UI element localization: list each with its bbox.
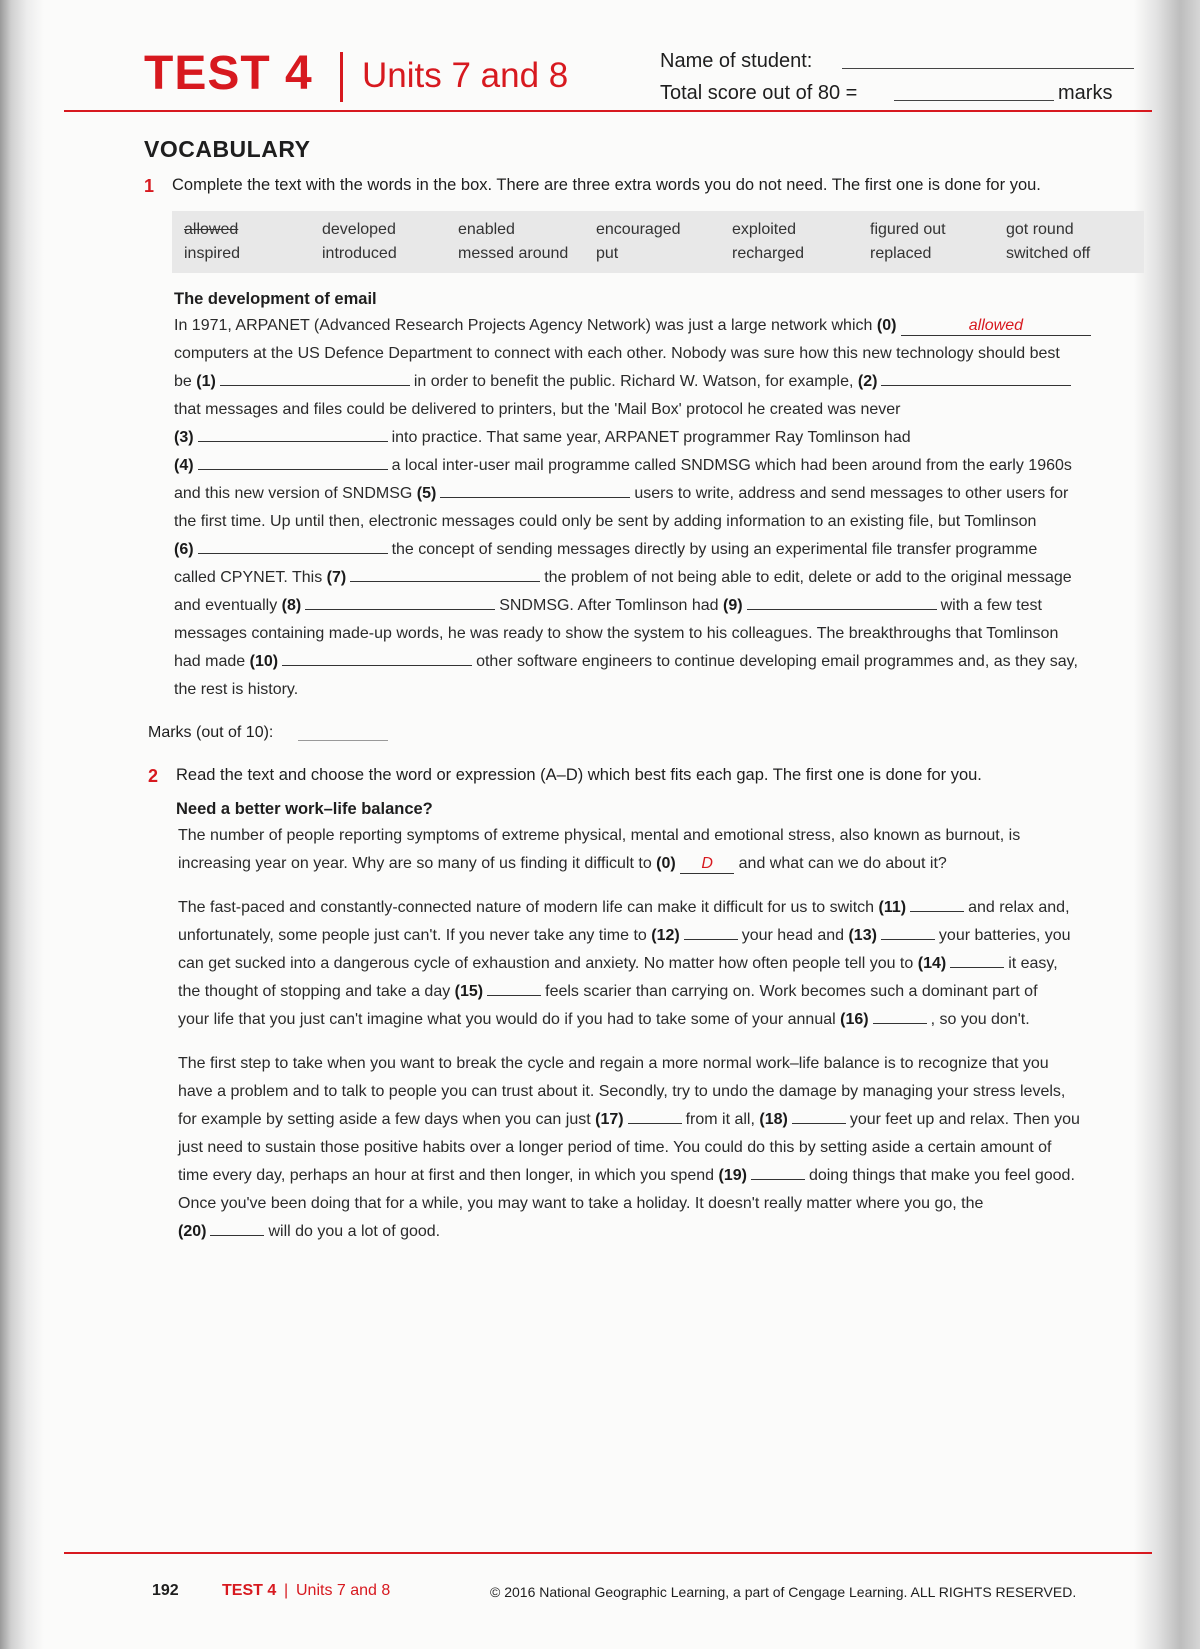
answer-0: allowed (901, 317, 1091, 336)
marks-field[interactable] (298, 740, 388, 741)
gap-number: (0) (876, 317, 897, 334)
footer-test: TEST 4 (222, 1582, 277, 1599)
page-shadow-left (0, 0, 44, 1649)
gap-5-input[interactable] (440, 496, 630, 498)
gap-19-input[interactable] (751, 1178, 805, 1180)
gap-number: (5) (416, 485, 437, 502)
passage-text: with a few test (940, 597, 1042, 614)
gap-20-input[interactable] (210, 1234, 264, 1236)
exercise-2-number: 2 (148, 766, 159, 786)
passage-text: will do you a lot of good. (268, 1223, 441, 1240)
passage-text: and this new version of SNDMSG (174, 485, 413, 502)
footer-divider: | (284, 1582, 289, 1599)
passage-text: time every day, perhaps an hour at first and then longer, in which you spend (178, 1167, 715, 1184)
gap-13-input[interactable] (881, 938, 935, 940)
word-box-item: messed around (458, 245, 569, 262)
gap-11-input[interactable] (910, 910, 964, 912)
word-box-item: developed (322, 221, 396, 238)
passage-text: your feet up and relax. Then you (849, 1111, 1080, 1128)
exercise-2-passage (178, 822, 1144, 1242)
passage-text: The first step to take when you want to break the cycle and regain a more normal work–life balance is to recognize that you (178, 1055, 1049, 1072)
passage-text: into practice. That same year, ARPANET programmer Ray Tomlinson had (391, 429, 911, 446)
gap-7-input[interactable] (350, 580, 540, 582)
gap-number: (7) (326, 569, 347, 586)
passage-text: The number of people reporting symptoms of extreme physical, mental and emotional stress, also known as burnout, is (178, 827, 1021, 844)
word-box-item: got round (1006, 221, 1074, 238)
exercise-2-subtitle: Need a better work–life balance? (176, 800, 433, 818)
passage-text: the rest is history. (174, 681, 299, 698)
gap-8-input[interactable] (305, 608, 495, 610)
exercise-1-subtitle: The development of email (174, 290, 377, 308)
passage-text: the first time. Up until then, electronic messages could only be sent by adding information to an existing file, but Tomlinson (174, 513, 1037, 530)
passage-text: had made (174, 653, 246, 670)
exercise-1-instruction: Complete the text with the words in the box. There are three extra words you do not need. The first one is done for you. (172, 176, 1041, 194)
gap-10-input[interactable] (282, 664, 472, 666)
score-field[interactable] (894, 100, 1054, 101)
word-box (172, 211, 1144, 273)
gap-number: (15) (454, 983, 484, 1000)
score-label: Total score out of 80 = (660, 82, 858, 104)
passage-text: that messages and files could be delivered to printers, but the 'Mail Box' protocol he created was never (174, 401, 901, 418)
gap-number: (19) (718, 1167, 747, 1184)
gap-number: (12) (651, 927, 680, 944)
passage-text: your head and (741, 927, 845, 944)
word-box-item: encouraged (596, 221, 681, 238)
passage-text: unfortunately, some people just can't. If you never take any time to (178, 927, 647, 944)
word-box-item: put (596, 245, 619, 262)
test-title: TEST 4 (144, 47, 313, 100)
passage-text: The fast-paced and constantly-connected nature of modern life can make it difficult for us to switch (178, 899, 875, 916)
header-rule (64, 110, 1152, 112)
passage-text: doing things that make you feel good. (808, 1167, 1075, 1184)
passage-text: increasing year on year. Why are so many of us finding it difficult to (178, 855, 652, 872)
passage-text: and what can we do about it? (738, 855, 947, 872)
section-title: VOCABULARY (144, 136, 311, 162)
passage-text: In 1971, ARPANET (Advanced Research Projects Agency Network) was just a large network which (174, 317, 873, 334)
gap-number: (3) (174, 429, 194, 446)
gap-14-input[interactable] (950, 966, 1004, 968)
test-units: Units 7 and 8 (362, 56, 569, 95)
answer-0: D (680, 855, 734, 874)
passage-text: SNDMSG. After Tomlinson had (499, 597, 719, 614)
passage-text: users to write, address and send messages to other users for (634, 485, 1069, 502)
passage-text: the thought of stopping and take a day (178, 983, 451, 1000)
name-label: Name of student: (660, 50, 813, 72)
word-box-item: enabled (458, 221, 515, 238)
gap-12-input[interactable] (684, 938, 738, 940)
passage-text: , so you don't. (930, 1011, 1030, 1028)
passage-text: a local inter-user mail programme called SNDMSG which had been around from the early 1960s (391, 457, 1072, 474)
gap-number: (18) (759, 1111, 788, 1128)
gap-number: (4) (174, 457, 194, 474)
passage-text: for example by setting aside a few days when you can just (178, 1111, 591, 1128)
gap-number: (1) (196, 373, 216, 390)
gap-number: (9) (723, 597, 743, 614)
gap-number: (10) (249, 653, 279, 670)
gap-4-input[interactable] (198, 468, 388, 470)
gap-number: (17) (595, 1111, 624, 1128)
passage-text: from it all, (685, 1111, 755, 1128)
word-box-item: figured out (870, 221, 946, 238)
passage-text: have a problem and to talk to people you can trust about it. Secondly, try to undo the damage by managing your stress levels, (178, 1083, 1066, 1100)
word-box-item: exploited (732, 221, 797, 238)
gap-number: (11) (878, 899, 907, 916)
passage-text: and relax and, (968, 899, 1070, 916)
passage-text: called CPYNET. This (174, 569, 323, 586)
gap-number: (14) (917, 955, 947, 972)
passage-text: the problem of not being able to edit, delete or add to the original message (544, 569, 1072, 586)
passage-text: and eventually (174, 597, 278, 614)
word-box-item: switched off (1006, 245, 1091, 262)
passage-text: feels scarier than carrying on. Work becomes such a dominant part of (545, 983, 1038, 1000)
passage-text: can get sucked into a dangerous cycle of exhaustion and anxiety. No matter how often people tell you to (178, 955, 914, 972)
gap-number: (8) (281, 597, 302, 614)
gap-3-input[interactable] (198, 440, 388, 442)
gap-number: (6) (174, 541, 194, 558)
word-box-item: allowed (184, 221, 239, 238)
gap-number: (16) (840, 1011, 869, 1028)
marks-out-of-label: Marks (out of 10): (148, 724, 274, 741)
word-box-item: recharged (732, 245, 805, 262)
exercise-2-instruction: Read the text and choose the word or expression (A–D) which best fits each gap. The first one is done for you. (176, 766, 982, 784)
passage-text: Once you've been doing that for a while, you may want to take a holiday. It doesn't really matter where you go, the (178, 1195, 984, 1212)
passage-text: be (174, 373, 192, 390)
footer-units: Units 7 and 8 (296, 1582, 391, 1599)
name-field[interactable] (842, 68, 1134, 69)
gap-15-input[interactable] (487, 994, 541, 996)
passage-text: just need to sustain those positive habits over a longer period of time. You could do this by setting aside a certain amount of (178, 1139, 1052, 1156)
passage-text: it easy, (1008, 955, 1058, 972)
passage-text: messages containing made-up words, he was ready to show the system to his colleagues. The breakthroughs that Tomlinson (174, 625, 1059, 642)
gap-16-input[interactable] (873, 1022, 927, 1024)
gap-number: (13) (848, 927, 877, 944)
title-divider (340, 52, 343, 102)
page-number: 192 (152, 1582, 179, 1599)
passage-text: the concept of sending messages directly by using an experimental file transfer programme (391, 541, 1038, 558)
word-box-item: inspired (184, 245, 241, 262)
exercise-1-passage (174, 312, 1144, 712)
gap-9-input[interactable] (747, 608, 937, 610)
gap-6-input[interactable] (198, 552, 388, 554)
marks-label: marks (1058, 82, 1113, 104)
gap-17-input[interactable] (628, 1122, 682, 1124)
word-box-item: introduced (322, 245, 397, 262)
gap-number: (20) (178, 1223, 207, 1240)
footer-rule (64, 1552, 1152, 1554)
gap-1-input[interactable] (220, 384, 410, 386)
exercise-1-number: 1 (144, 176, 155, 196)
gap-number: (2) (857, 373, 878, 390)
passage-text: computers at the US Defence Department to connect with each other. Nobody was sure how this new technology should best (174, 345, 1060, 362)
passage-text: your batteries, you (938, 927, 1071, 944)
passage-text: in order to benefit the public. Richard W. Watson, for example, (413, 373, 854, 390)
gap-number: (0) (656, 855, 676, 872)
gap-2-input[interactable] (881, 384, 1071, 386)
passage-text: other software engineers to continue developing email programmes and, as they say, (476, 653, 1078, 670)
passage-text: your life that you just can't imagine what you would do if you had to take some of your annual (178, 1011, 836, 1028)
footer-copyright: © 2016 National Geographic Learning, a part of Cengage Learning. ALL RIGHTS RESERVED. (490, 1584, 1077, 1600)
word-box-item: replaced (870, 245, 932, 262)
gap-18-input[interactable] (792, 1122, 846, 1124)
